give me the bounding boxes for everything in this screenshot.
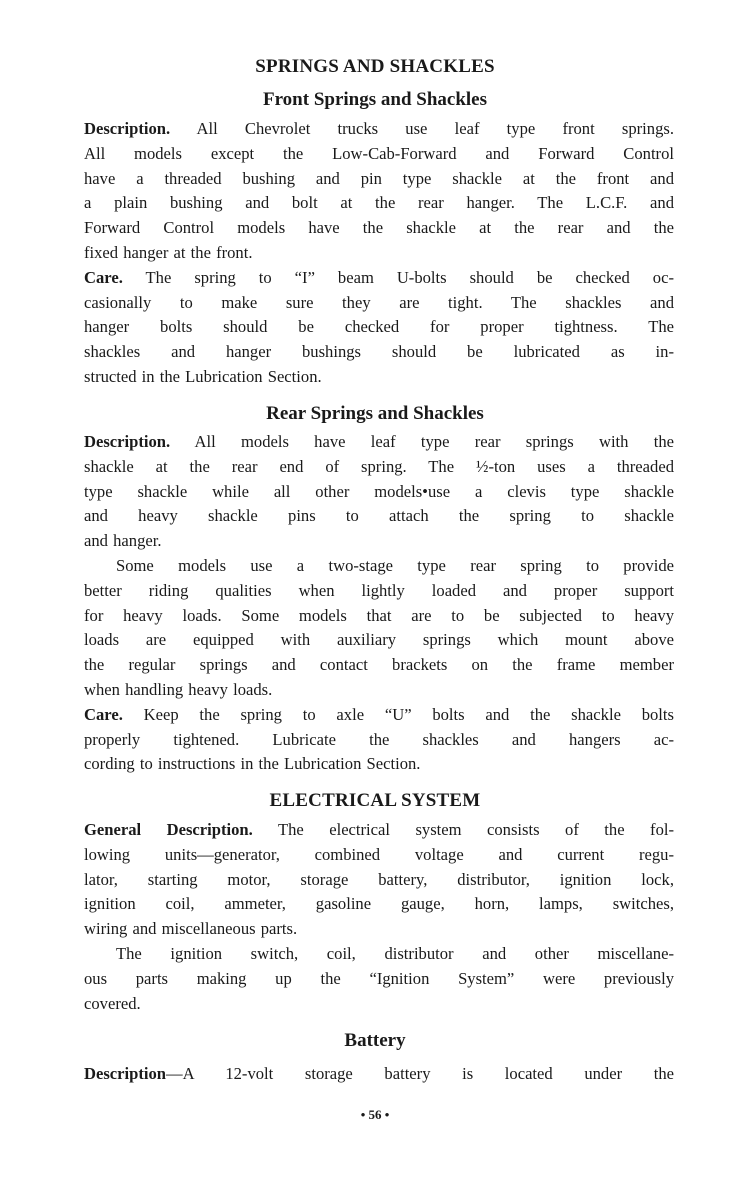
battery-description bbox=[84, 1062, 674, 1087]
text-line: casionally to make sure they are tight. The shackles and bbox=[84, 292, 674, 312]
label: Care. bbox=[84, 267, 123, 287]
text-line: ignition coil, ammeter, gasoline gauge, horn, lamps, switches, bbox=[84, 894, 674, 914]
text-line: The electrical system consists of the fol- bbox=[252, 820, 675, 839]
text-line: a plain bushing and bolt at the rear hanger. The L.C.F. and bbox=[84, 193, 674, 213]
text-line: properly tightened. Lubricate the shackles and hangers ac- bbox=[84, 729, 674, 749]
front-description bbox=[84, 117, 674, 390]
label: General Description. bbox=[84, 820, 253, 839]
electrical-description bbox=[84, 818, 674, 1016]
text-line: The spring to “I” beam U-bolts should be checked oc- bbox=[122, 267, 674, 287]
text-line: better riding qualities when lightly loaded and proper support bbox=[84, 580, 674, 600]
text-line: shackles and hanger bushings should be lubricated as in- bbox=[84, 342, 674, 362]
text-line: Forward Control models have the shackle at the rear and the bbox=[84, 218, 674, 238]
page-number: • 56 • bbox=[360, 1107, 390, 1122]
text-line: All models have leaf type rear springs with the bbox=[170, 432, 674, 451]
text-line: lator, starting motor, storage battery, distributor, ignition lock, bbox=[84, 869, 674, 889]
text-line: wiring and miscellaneous parts. bbox=[84, 919, 298, 939]
text-line: —A 12-volt storage battery is located under the bbox=[166, 1064, 674, 1083]
text-line: lowing units—generator, combined voltage and current regu- bbox=[84, 844, 674, 864]
text-line: hanger bolts should be checked for proper tightness. The bbox=[84, 317, 674, 337]
text-line: loads are equipped with auxiliary springs which mount above bbox=[84, 630, 674, 650]
rear-description bbox=[84, 430, 674, 777]
label: Description. bbox=[84, 119, 171, 138]
heading-battery: Battery bbox=[344, 1030, 406, 1051]
text-line: type shackle while all other models•use a clevis type shackle bbox=[84, 481, 674, 501]
section-title-electrical: ELECTRICAL SYSTEM bbox=[269, 790, 481, 811]
text-line: cording to instructions in the Lubrication Section. bbox=[84, 754, 421, 774]
label: Description. bbox=[84, 432, 171, 451]
text-line: when handling heavy loads. bbox=[84, 679, 273, 699]
text-line: and hanger. bbox=[84, 531, 162, 551]
label: Care. bbox=[84, 704, 123, 724]
text-line: ous parts making up the “Ignition System” were previously bbox=[84, 968, 674, 988]
text-line: The ignition switch, coil, distributor and other miscellane- bbox=[116, 943, 674, 963]
label: Description bbox=[84, 1064, 167, 1083]
text-line: covered. bbox=[84, 993, 141, 1013]
text-line: have a threaded bushing and pin type shackle at the front and bbox=[84, 168, 674, 188]
text-line: for heavy loads. Some models that are to be subjected to heavy bbox=[84, 605, 674, 625]
text-line: shackle at the rear end of spring. The ½-ton uses a threaded bbox=[84, 456, 674, 476]
heading-front-springs: Front Springs and Shackles bbox=[262, 89, 488, 110]
text-line: All models except the Low-Cab-Forward and Forward Control bbox=[84, 143, 674, 163]
text-line: Keep the spring to axle “U” bolts and the shackle bolts bbox=[122, 704, 674, 724]
text-line: fixed hanger at the front. bbox=[84, 242, 253, 262]
text-line: All Chevrolet trucks use leaf type front springs. bbox=[170, 119, 674, 138]
text-line: the regular springs and contact brackets on the frame member bbox=[84, 655, 674, 675]
text-line: and heavy shackle pins to attach the spring to shackle bbox=[84, 506, 674, 526]
section-title-springs: SPRINGS AND SHACKLES bbox=[255, 56, 495, 77]
text-line: structed in the Lubrication Section. bbox=[84, 366, 322, 386]
heading-rear-springs: Rear Springs and Shackles bbox=[266, 403, 484, 424]
text-line: Some models use a two-stage type rear spring to provide bbox=[116, 555, 674, 575]
